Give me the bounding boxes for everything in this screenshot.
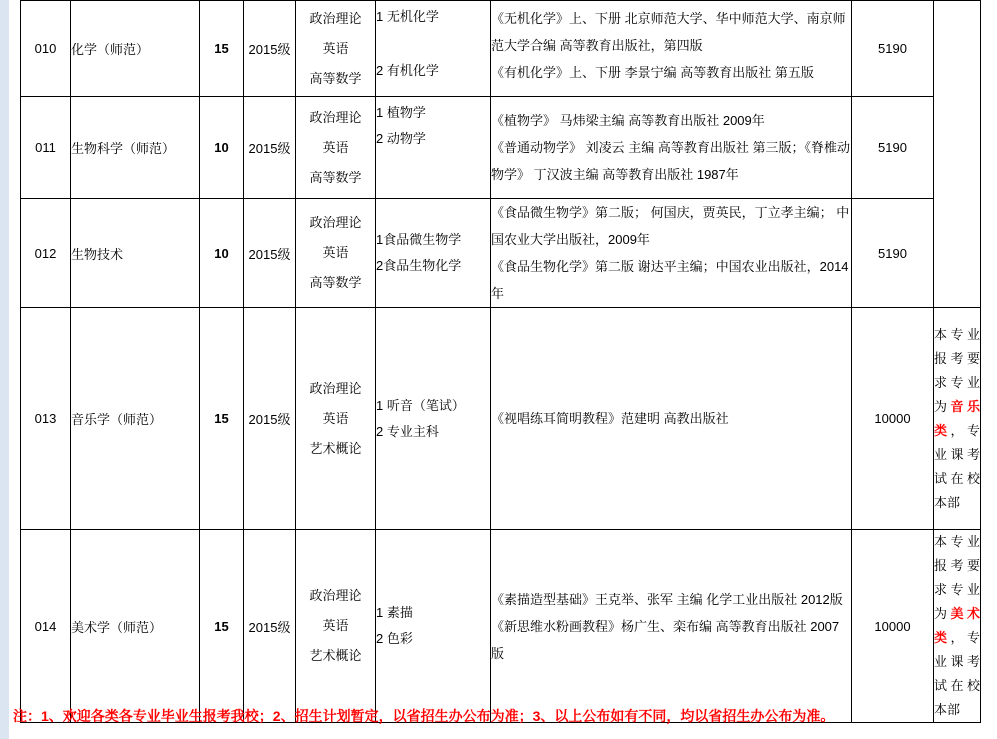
- textbooks-cell: [491, 530, 852, 723]
- course-line: 2 有机化学: [376, 63, 439, 78]
- textbooks-cell: [491, 308, 852, 530]
- exam-subject: 英语: [322, 139, 349, 155]
- major-code-cell: 010: [21, 1, 71, 97]
- professional-courses-cell: [376, 308, 491, 530]
- exam-subject: 英语: [322, 618, 349, 633]
- exam-subject: 高等数学: [309, 275, 362, 290]
- remark-text: ，专业课考试在校本部: [934, 422, 980, 510]
- footer-note: 注：1、欢迎各类各专业毕业生报考我校；2、招生计划暂定，以省招生办公布为准；3、以上公布如有不同，均以省招生办公布为准。: [13, 708, 835, 724]
- textbooks-cell: [491, 97, 852, 199]
- tuition-fee-cell: 5190: [852, 1, 934, 97]
- table-row: [21, 199, 981, 308]
- cohort-level-cell: 2015级: [244, 1, 296, 97]
- remark-text: 本专业报考要求专业为: [934, 326, 980, 414]
- remark-highlight: 美术类: [934, 606, 980, 645]
- cohort-level-cell: 2015级: [244, 97, 296, 199]
- major-code-cell: 012: [21, 199, 71, 308]
- remarks-cell-merged: [934, 1, 981, 308]
- exam-subject: 高等数学: [309, 70, 362, 86]
- tuition-fee-cell: 10000: [852, 308, 934, 530]
- table-row: [21, 97, 981, 199]
- major-code-cell: 013: [21, 308, 71, 530]
- remarks-cell: [934, 530, 981, 723]
- major-code-cell: 011: [21, 97, 71, 199]
- tuition-fee-cell: 10000: [852, 530, 934, 723]
- course-line: 1食品微生物学: [376, 232, 462, 247]
- textbook-line: 《普通动物学》 刘凌云 主编 高等教育出版社 第三版；《脊椎动物学》 丁汉波主编 高等教育出版社 1987年: [491, 140, 850, 182]
- cohort-level-cell: 2015级: [244, 308, 296, 530]
- course-line: 2 专业主科: [376, 423, 439, 439]
- course-line: 1 素描: [376, 605, 413, 620]
- table-row: [21, 1, 981, 97]
- major-code-cell: 014: [21, 530, 71, 723]
- course-line: 1 植物学: [376, 105, 426, 120]
- exam-subjects-cell: [296, 530, 376, 723]
- course-line: 2 色彩: [376, 631, 413, 646]
- quota-cell: 15: [200, 1, 244, 97]
- exam-subject: 英语: [322, 40, 349, 56]
- major-name-cell: 美术学（师范）: [71, 530, 200, 723]
- admissions-table-body: [21, 1, 981, 723]
- major-name-cell: 生物科学（师范）: [71, 97, 200, 199]
- quota-cell: 15: [200, 308, 244, 530]
- professional-courses-cell: [376, 97, 491, 199]
- remark-text: ，专业课考试在校本部: [934, 630, 980, 717]
- textbooks-cell: [491, 1, 852, 97]
- remarks-cell: [934, 308, 981, 530]
- remark-highlight: 音乐类: [934, 398, 980, 438]
- course-line: 2食品生物化学: [376, 258, 462, 273]
- textbook-line: 《素描造型基础》王克举、张军 主编 化学工业出版社 2012版: [491, 591, 843, 607]
- textbook-line: 《食品生物化学》第二版 谢达平主编；中国农业出版社，2014年: [491, 259, 849, 301]
- major-name-cell: 生物技术: [71, 199, 200, 308]
- exam-subjects-cell: [296, 199, 376, 308]
- major-name-cell: 音乐学（师范）: [71, 308, 200, 530]
- exam-subject: 政治理论: [309, 380, 362, 396]
- exam-subject: 高等数学: [309, 169, 362, 185]
- quota-cell: 15: [200, 530, 244, 723]
- textbooks-cell: [491, 199, 852, 308]
- tuition-fee-cell: 5190: [852, 97, 934, 199]
- cohort-level-cell: 2015级: [244, 530, 296, 723]
- exam-subject: 政治理论: [309, 10, 362, 26]
- textbook-line: 《植物学》 马炜梁主编 高等教育出版社 2009年: [491, 113, 765, 128]
- textbook-line: 《食品微生物学》第二版； 何国庆，贾英民，丁立孝主编； 中国农业大学出版社，2009年: [491, 205, 850, 247]
- exam-subject: 政治理论: [309, 588, 362, 603]
- exam-subject: 英语: [322, 245, 349, 260]
- textbook-line: 《视唱练耳简明教程》范建明 高教出版社: [491, 411, 729, 426]
- remark-text: 本专业报考要求专业为: [934, 534, 980, 621]
- textbook-line: 《新思维水粉画教程》杨广生、栾布编 高等教育出版社 2007版: [491, 618, 840, 661]
- course-line: 2 动物学: [376, 131, 426, 146]
- admissions-table: [20, 0, 981, 723]
- exam-subjects-cell: [296, 97, 376, 199]
- textbook-line: 《无机化学》上、下册 北京师范大学、华中师范大学、南京师范大学合编 高等教育出版社，第四版: [491, 11, 846, 53]
- table-row: [21, 308, 981, 530]
- exam-subject: 艺术概论: [309, 440, 362, 456]
- exam-subjects-cell: [296, 1, 376, 97]
- exam-subject: 艺术概论: [309, 648, 362, 663]
- cohort-level-cell: 2015级: [244, 199, 296, 308]
- page-left-margin-strip: [0, 0, 9, 739]
- professional-courses-cell: [376, 199, 491, 308]
- table-row: [21, 530, 981, 723]
- professional-courses-cell: [376, 530, 491, 723]
- tuition-fee-cell: 5190: [852, 199, 934, 308]
- exam-subject: 政治理论: [309, 109, 362, 125]
- quota-cell: 10: [200, 199, 244, 308]
- exam-subject: 政治理论: [309, 215, 362, 230]
- major-name-cell: 化学（师范）: [71, 1, 200, 97]
- textbook-line: 《有机化学》上、下册 李景宁编 高等教育出版社 第五版: [491, 65, 814, 80]
- course-line: 1 听音（笔试）: [376, 397, 465, 413]
- exam-subject: 英语: [322, 410, 349, 426]
- professional-courses-cell: [376, 1, 491, 97]
- course-line: 1 无机化学: [376, 9, 439, 24]
- exam-subjects-cell: [296, 308, 376, 530]
- quota-cell: 10: [200, 97, 244, 199]
